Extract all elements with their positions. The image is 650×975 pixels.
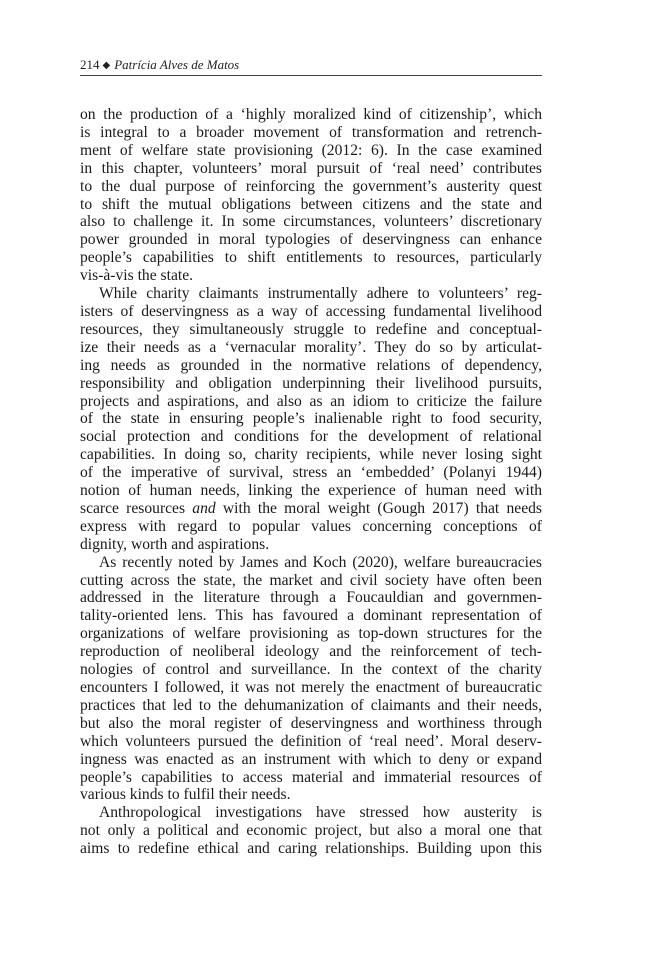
- text-line: various kinds to fulfil their needs.: [80, 786, 291, 804]
- text-line: tality-oriented lens. This has favoured a dominant representation of: [80, 607, 542, 625]
- text-line: power grounded in moral typologies of deservingness can enhance: [80, 231, 542, 249]
- diamond-separator-icon: ◆: [102, 60, 111, 71]
- text-line: to the dual purpose of reinforcing the government’s austerity quest: [80, 177, 542, 195]
- paragraph-first-line: While charity claimants instrumentally adhere to volunteers’ reg-: [99, 285, 542, 303]
- text-line: people’s capabilities to access material and immaterial resources of: [80, 768, 542, 786]
- text-line: reproduction of neoliberal ideology and the reinforcement of tech-: [80, 643, 542, 661]
- text-line: aims to redefine ethical and caring relationships. Building upon this: [80, 840, 542, 858]
- text-line: nologies of control and surveillance. In the context of the charity: [80, 661, 542, 679]
- text-line-with-emphasis: [80, 500, 542, 518]
- text-line: to shift the mutual obligations between citizens and the state and: [80, 195, 542, 213]
- text-line: practices that led to the dehumanization of claimants and their needs,: [80, 696, 542, 714]
- text-line: dignity, worth and aspirations.: [80, 535, 270, 553]
- emphasis-and: and: [192, 499, 216, 517]
- text-line: capabilities. In doing so, charity recipients, while never losing sight: [80, 446, 542, 464]
- text-line: social protection and conditions for the development of relational: [80, 428, 542, 446]
- text-line: ingness was enacted as an instrument with which to deny or expand: [80, 750, 542, 768]
- text-line: on the production of a ‘highly moralized kind of citizenship’, which: [80, 106, 542, 123]
- text-segment: with the moral weight (Gough 2017) that needs: [222, 499, 542, 517]
- text-segment: scarce resources: [80, 499, 186, 517]
- text-line: not only a political and economic project, but also a moral one that: [80, 822, 542, 840]
- paragraph-first-line: Anthropological investigations have stressed how austerity is: [99, 804, 542, 822]
- text-line: vis-à-vis the state.: [80, 267, 194, 285]
- text-line: cutting across the state, the market and civil society have often been: [80, 571, 542, 589]
- running-head-author: Patrícia Alves de Matos: [114, 57, 240, 72]
- text-line: ize their needs as a ‘vernacular morality’. They do so by articulat-: [80, 338, 542, 356]
- body-text: [80, 106, 542, 858]
- text-line: notion of human needs, linking the experience of human need with: [80, 482, 542, 500]
- text-line: in this chapter, volunteers’ moral pursuit of ‘real need’ contributes: [80, 159, 542, 177]
- text-line: isters of deservingness as a way of accessing fundamental livelihood: [80, 302, 542, 320]
- text-line: ing needs as grounded in the normative relations of dependency,: [80, 356, 542, 374]
- text-line: is integral to a broader movement of transformation and retrench-: [80, 123, 542, 141]
- text-line: people’s capabilities to shift entitlements to resources, particularly: [80, 249, 542, 267]
- text-line: addressed in the literature through a Foucauldian and governmen-: [80, 589, 542, 607]
- text-line: ment of welfare state provisioning (2012: 6). In the case examined: [80, 141, 542, 159]
- text-line: also to challenge it. In some circumstances, volunteers’ discretionary: [80, 213, 542, 231]
- text-line: of the state in ensuring people’s inalienable right to food security,: [80, 410, 542, 428]
- text-line: but also the moral register of deservingness and worthiness through: [80, 714, 542, 732]
- header-rule: [80, 75, 542, 76]
- text-line: resources, they simultaneously struggle to redefine and conceptual-: [80, 320, 542, 338]
- text-line: responsibility and obligation underpinning their livelihood pursuits,: [80, 374, 542, 392]
- page-number: 214: [80, 57, 100, 72]
- paragraph-first-line: As recently noted by James and Koch (2020), welfare bureaucracies: [99, 553, 542, 571]
- text-line: projects and aspirations, and also as an idiom to criticize the failure: [80, 392, 542, 410]
- text-line: express with regard to popular values concerning conceptions of: [80, 517, 542, 535]
- text-line: encounters I followed, it was not merely the enactment of bureaucratic: [80, 679, 542, 696]
- text-line: of the imperative of survival, stress an ‘embedded’ (Polanyi 1944): [80, 464, 542, 482]
- text-line: organizations of welfare provisioning as top-down structures for the: [80, 625, 542, 643]
- running-head: [80, 57, 542, 75]
- text-line: which volunteers pursued the definition of ‘real need’. Moral deserv-: [80, 732, 542, 750]
